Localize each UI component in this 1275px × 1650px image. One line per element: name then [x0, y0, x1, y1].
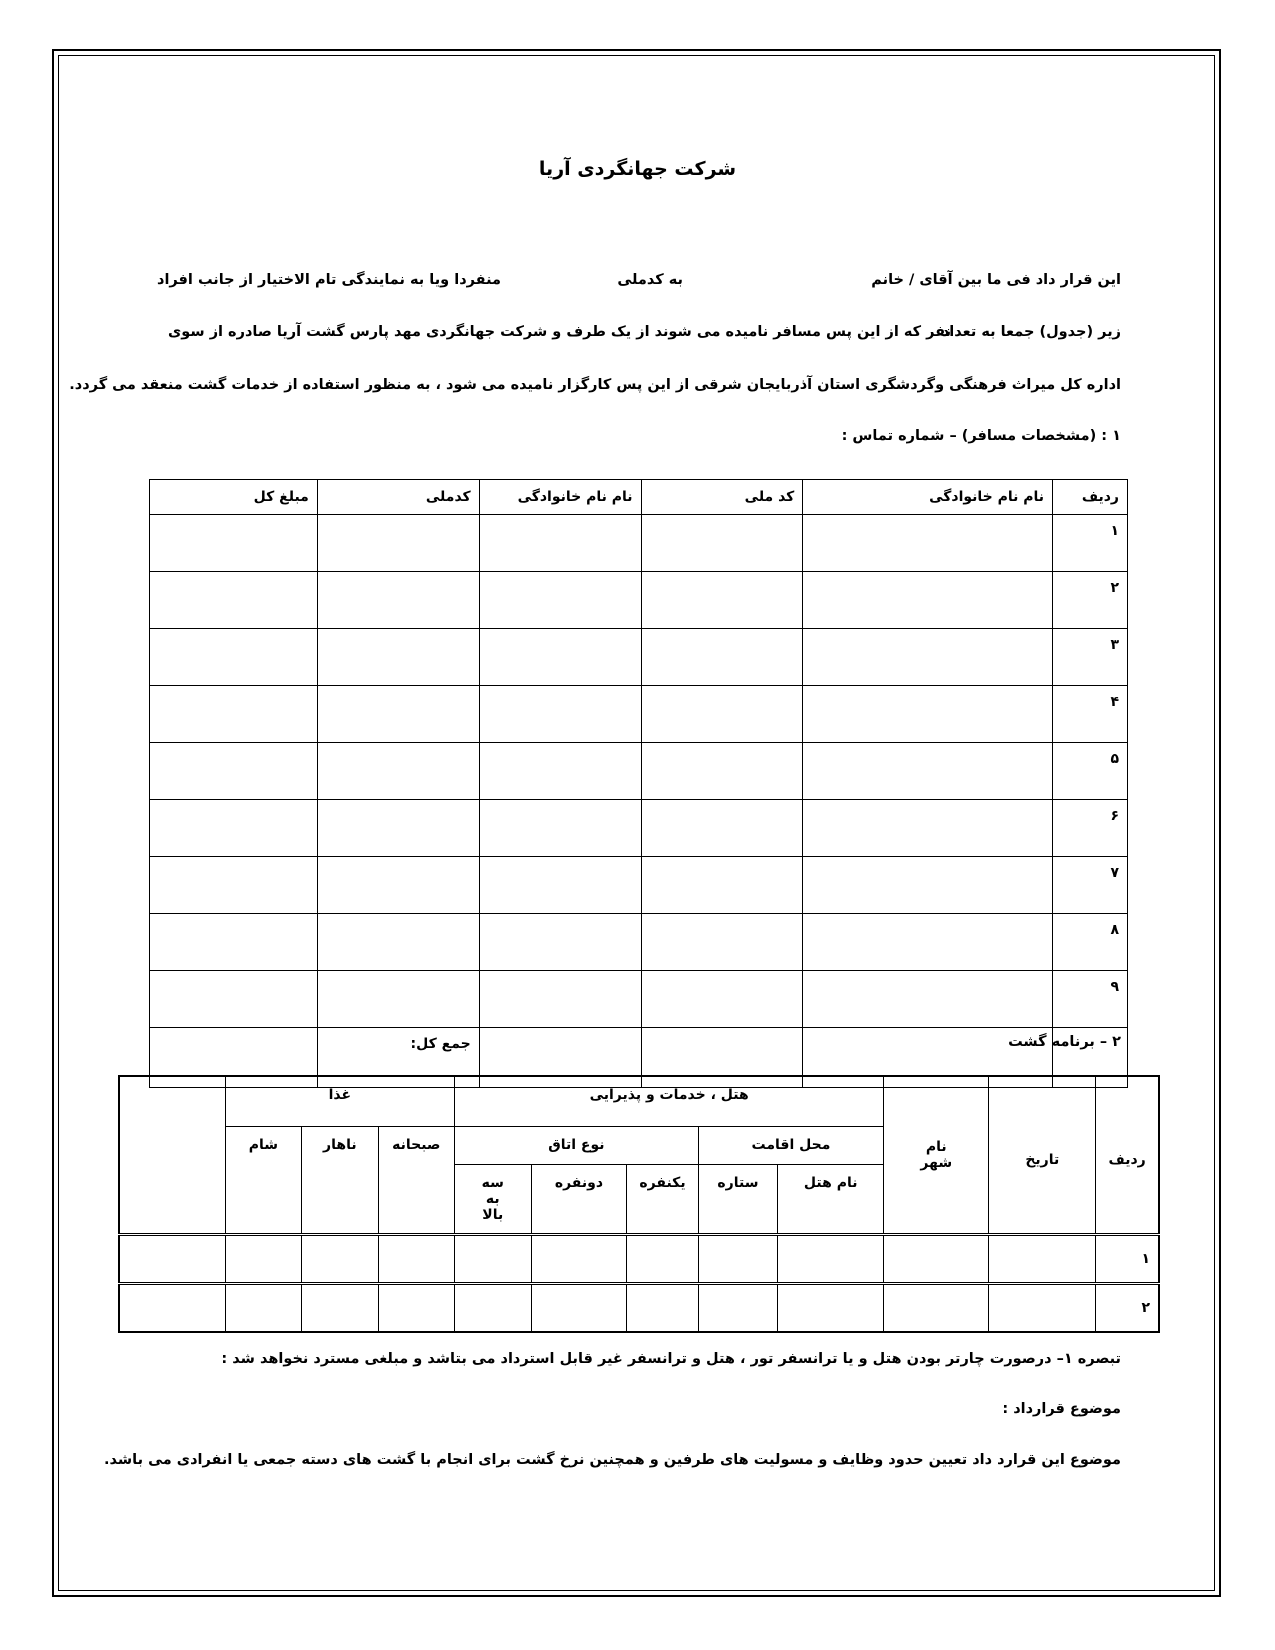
cell: [150, 743, 318, 800]
cell: [455, 1234, 531, 1283]
table-row: [150, 743, 1128, 800]
cell: [150, 914, 318, 971]
cell: [641, 686, 803, 743]
tour-header-breakfast: صبحانه: [378, 1126, 454, 1234]
cell: [150, 800, 318, 857]
passenger-header-row: [150, 480, 1128, 515]
cell: [317, 800, 479, 857]
tour-program-table: [118, 1075, 1160, 1333]
cell: [884, 1234, 989, 1283]
cell: [641, 629, 803, 686]
cell: [317, 572, 479, 629]
cell: [698, 1283, 778, 1332]
cell: [989, 1283, 1096, 1332]
row-number: ۹: [1053, 971, 1128, 1028]
cell: [150, 857, 318, 914]
cell: [479, 629, 641, 686]
cell: [317, 515, 479, 572]
tour-header-dinner: شام: [225, 1126, 301, 1234]
table-row: [150, 857, 1128, 914]
row-number: ۲: [1053, 572, 1128, 629]
row-number: ۱: [1053, 515, 1128, 572]
cell: [803, 515, 1053, 572]
document-title: شرکت جهانگردی آریا: [538, 158, 737, 180]
cell: [150, 572, 318, 629]
cell: [378, 1234, 454, 1283]
cell: [803, 743, 1053, 800]
cell: [627, 1234, 698, 1283]
cell: [317, 971, 479, 1028]
header-full-name-2: نام نام خانوادگی: [479, 480, 641, 515]
passenger-table: [149, 479, 1128, 1088]
row-number: ۱: [1096, 1234, 1159, 1283]
cell: [641, 515, 803, 572]
tour-header-city: نام شهر: [884, 1076, 989, 1234]
note-1: تبصره ۱– درصورت چارتر بودن هتل و یا ترانسفر تور ، هتل و ترانسفر غیر قابل استرداد می بتاشد و مبلغی مسترد نخواهد شد :: [221, 1351, 1121, 1367]
row-number: ۷: [1053, 857, 1128, 914]
row-number: ۲: [1096, 1283, 1159, 1332]
cell: [225, 1234, 301, 1283]
cell: [479, 857, 641, 914]
table-row: [119, 1234, 1159, 1283]
cell: [627, 1283, 698, 1332]
cell: [302, 1234, 378, 1283]
intro-line1-b: به کدملی: [617, 272, 683, 288]
cell: [803, 686, 1053, 743]
header-national-code: کد ملی: [641, 480, 803, 515]
cell: [455, 1283, 531, 1332]
cell: [884, 1283, 989, 1332]
subject-heading: موضوع قرارداد :: [1002, 1401, 1121, 1417]
cell: [150, 686, 318, 743]
cell: [479, 572, 641, 629]
intro-line3: اداره کل میراث فرهنگی وگردشگری استان آذربایجان شرقی از این پس کارگزار نامیده می شود ، به منظور استفاده از خدمات گشت منعقد می گردد.: [69, 377, 1121, 393]
cell: [479, 971, 641, 1028]
cell: [698, 1234, 778, 1283]
cell: [317, 857, 479, 914]
cell: [317, 686, 479, 743]
cell: [378, 1283, 454, 1332]
cell: [479, 515, 641, 572]
table-row: [119, 1283, 1159, 1332]
cell: [641, 743, 803, 800]
tour-header-row-number: ردیف: [1096, 1076, 1159, 1234]
tour-header-star: ستاره: [698, 1164, 778, 1234]
cell: [225, 1283, 301, 1332]
cell: [803, 629, 1053, 686]
cell: [317, 914, 479, 971]
intro-line1-c: منفردا ویا به نمایندگی تام الاختیار از جانب افراد: [157, 272, 502, 288]
cell: [150, 629, 318, 686]
cell: [317, 629, 479, 686]
cell: [150, 971, 318, 1028]
cell: [803, 572, 1053, 629]
tour-header-hotel-services: هتل ، خدمات و پذیرایی: [455, 1076, 884, 1126]
cell: [479, 686, 641, 743]
table-row: [150, 515, 1128, 572]
tour-header-hotel-name: نام هتل: [778, 1164, 884, 1234]
cell: [479, 914, 641, 971]
cell: [803, 914, 1053, 971]
cell: [803, 857, 1053, 914]
cell: [119, 1234, 225, 1283]
cell: [641, 914, 803, 971]
tour-header-extra: [119, 1076, 225, 1234]
header-full-name: نام نام خانوادگی: [803, 480, 1053, 515]
header-national-code-2: کدملی: [317, 480, 479, 515]
tour-header-triple: سه به بالا: [455, 1164, 531, 1234]
passenger-section-heading: ۱ : (مشخصات مسافر) – شماره تماس :: [841, 428, 1121, 444]
tour-header-room-type: نوع اتاق: [455, 1126, 699, 1164]
subject-text: موضوع این قرارد داد تعیین حدود وظایف و مسولیت های طرفین و همچنین نرخ گشت برای انجام با گشت های دسته جمعی یا انفرادی می باشد.: [104, 1452, 1121, 1468]
row-number: ۵: [1053, 743, 1128, 800]
header-row-number: ردیف: [1053, 480, 1128, 515]
cell: [531, 1234, 627, 1283]
cell: [778, 1234, 884, 1283]
row-number: ۶: [1053, 800, 1128, 857]
intro-line1-a: این قرار داد فی ما بین آقای / خانم: [871, 272, 1121, 288]
cell: [479, 800, 641, 857]
cell: [989, 1234, 1096, 1283]
intro-line2-a: زیر (جدول) جمعا به تعداد: [941, 324, 1121, 340]
cell: [531, 1283, 627, 1332]
table-row: [150, 629, 1128, 686]
cell: [641, 800, 803, 857]
cell: [150, 515, 318, 572]
tour-header-lunch: ناهار: [302, 1126, 378, 1234]
table-row: [150, 914, 1128, 971]
row-number: ۸: [1053, 914, 1128, 971]
tour-header-residence: محل اقامت: [698, 1126, 884, 1164]
tour-header-row-1: [119, 1076, 1159, 1126]
cell: [641, 857, 803, 914]
tour-program-heading: ۲ – برنامه گشت: [1008, 1034, 1121, 1050]
cell: [641, 971, 803, 1028]
cell: [119, 1283, 225, 1332]
cell: [778, 1283, 884, 1332]
cell: [479, 743, 641, 800]
tour-header-double: دونفره: [531, 1164, 627, 1234]
cell: [641, 572, 803, 629]
row-number: ۴: [1053, 686, 1128, 743]
table-row: [150, 686, 1128, 743]
table-row: [150, 800, 1128, 857]
table-row: [150, 572, 1128, 629]
cell: [803, 971, 1053, 1028]
cell: [317, 743, 479, 800]
tour-header-single: یکنفره: [627, 1164, 698, 1234]
header-total-amount: مبلغ کل: [150, 480, 318, 515]
table-row: [150, 971, 1128, 1028]
cell: [803, 800, 1053, 857]
row-number: ۳: [1053, 629, 1128, 686]
intro-line2-b: نفر که از این پس مسافر نامیده می شوند از یک طرف و شرکت جهانگردی مهد پارس گشت آریا صادره از سوی: [168, 324, 952, 340]
cell: [302, 1283, 378, 1332]
tour-header-food: غذا: [225, 1076, 454, 1126]
total-label: جمع کل:: [317, 1028, 479, 1088]
tour-header-date: تاریخ: [989, 1076, 1096, 1234]
